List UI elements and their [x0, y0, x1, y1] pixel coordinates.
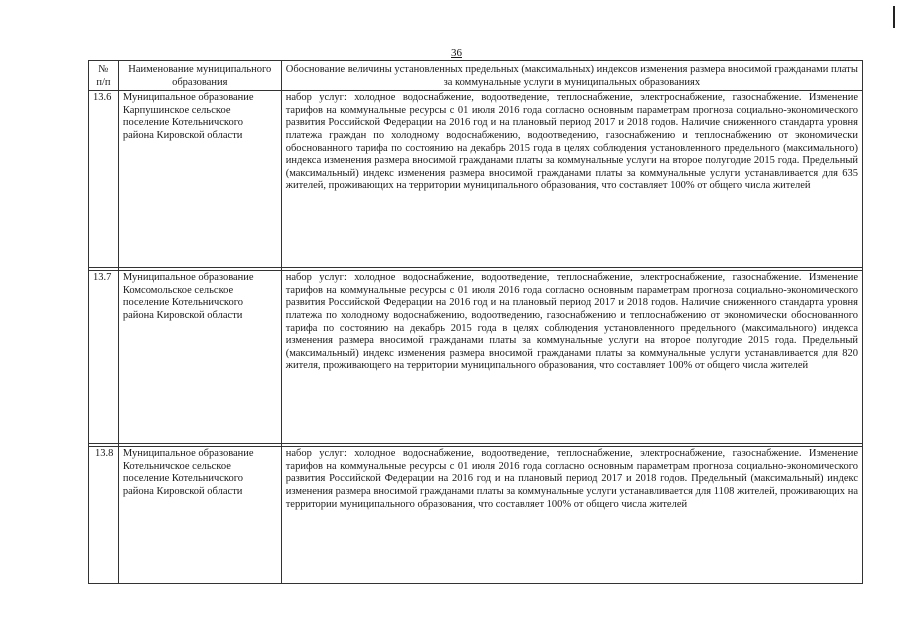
tariff-index-table [88, 60, 863, 584]
row-number: 13.8 [89, 447, 119, 584]
municipality-name: Муниципальное образование Карпушинское сельское поселение Котельничского района Кировской области [118, 91, 281, 268]
scan-edge-mark [893, 6, 895, 28]
justification-text: набор услуг: холодное водоснабжение, водоотведение, теплоснабжение, электроснабжение, газоснабжение. Изменение тарифов на коммунальные ресурсы с 01 июля 2016 года согласно основным параметрам прогноза социально-экономического развития Российской Федерации на 2016 год и на плановый период 2017 и 2018 годов. Наличие сниженного стандарта уровня платежа граждан по холодному водоснабжению, водоотведению, газоснабжению и теплоснабжению от экономически обоснованного тарифа по состоянию на декабрь 2015 года в целях соблюдения установленного предельного (максимального) индекса изменения размера вносимой гражданами платы за коммунальные услуги на второе полугодие 2015 года. Предельный (максимальный) индекс изменения размера вносимой гражданами платы за коммунальные услуги устанавливается для 635 жителей, проживающих на территории муниципального образования, что составляет 100% от общего числа жителей [281, 91, 862, 268]
table-row [89, 91, 863, 268]
page-number: 36 [451, 47, 462, 59]
row-number: 13.6 [89, 91, 119, 268]
header-municipality-name: Наименование муниципального образования [118, 61, 281, 91]
header-number: № п/п [89, 61, 119, 91]
header-justification: Обоснование величины установленных предельных (максимальных) индексов изменения размера вносимой гражданами платы за коммунальные услуги в муниципальных образованиях [281, 61, 862, 91]
municipality-name: Муниципальное образование Комсомольское сельское поселение Котельничского района Кировской области [118, 271, 281, 444]
table-row [89, 271, 863, 444]
municipality-name: Муниципальное образование Котельничское сельское поселение Котельничского района Кировской области [118, 447, 281, 584]
table-header-row [89, 61, 863, 91]
justification-text: набор услуг: холодное водоснабжение, водоотведение, теплоснабжение, электроснабжение, газоснабжение. Изменение тарифов на коммунальные ресурсы с 01 июля 2016 года согласно основным параметрам прогноза социально-экономического развития Российской Федерации на 2016 год и на плановый период 2017 и 2018 годов. Предельный (максимальный) индекс изменения размера вносимой гражданами платы за коммунальные услуги устанавливается для 1108 жителей, проживающих на территории муниципального образования, что составляет 100% от общего числа жителей [281, 447, 862, 584]
table-row [89, 447, 863, 584]
justification-text: набор услуг: холодное водоснабжение, водоотведение, теплоснабжение, электроснабжение, газоснабжение. Изменение тарифов на коммунальные ресурсы с 01 июля 2016 года согласно основным параметрам прогноза социально-экономического развития Российской Федерации на 2016 год и на плановый период 2017 и 2018 годов. Наличие сниженного стандарта уровня платежа по холодному водоснабжению, водоотведению, газоснабжению и теплоснабжению от экономически обоснованного тарифа по состоянию на декабрь 2015 года в целях соблюдения установленного предельного (максимального) индекса изменения размера вносимой гражданами платы за коммунальные услуги на второе полугодие 2015 года. Предельный (максимальный) индекс изменения размера вносимой гражданами платы за коммунальные услуги устанавливается для 820 жителя, проживающего на территории муниципального образования, что составляет 100% от общего числа жителей [281, 271, 862, 444]
row-number: 13.7 [89, 271, 119, 444]
